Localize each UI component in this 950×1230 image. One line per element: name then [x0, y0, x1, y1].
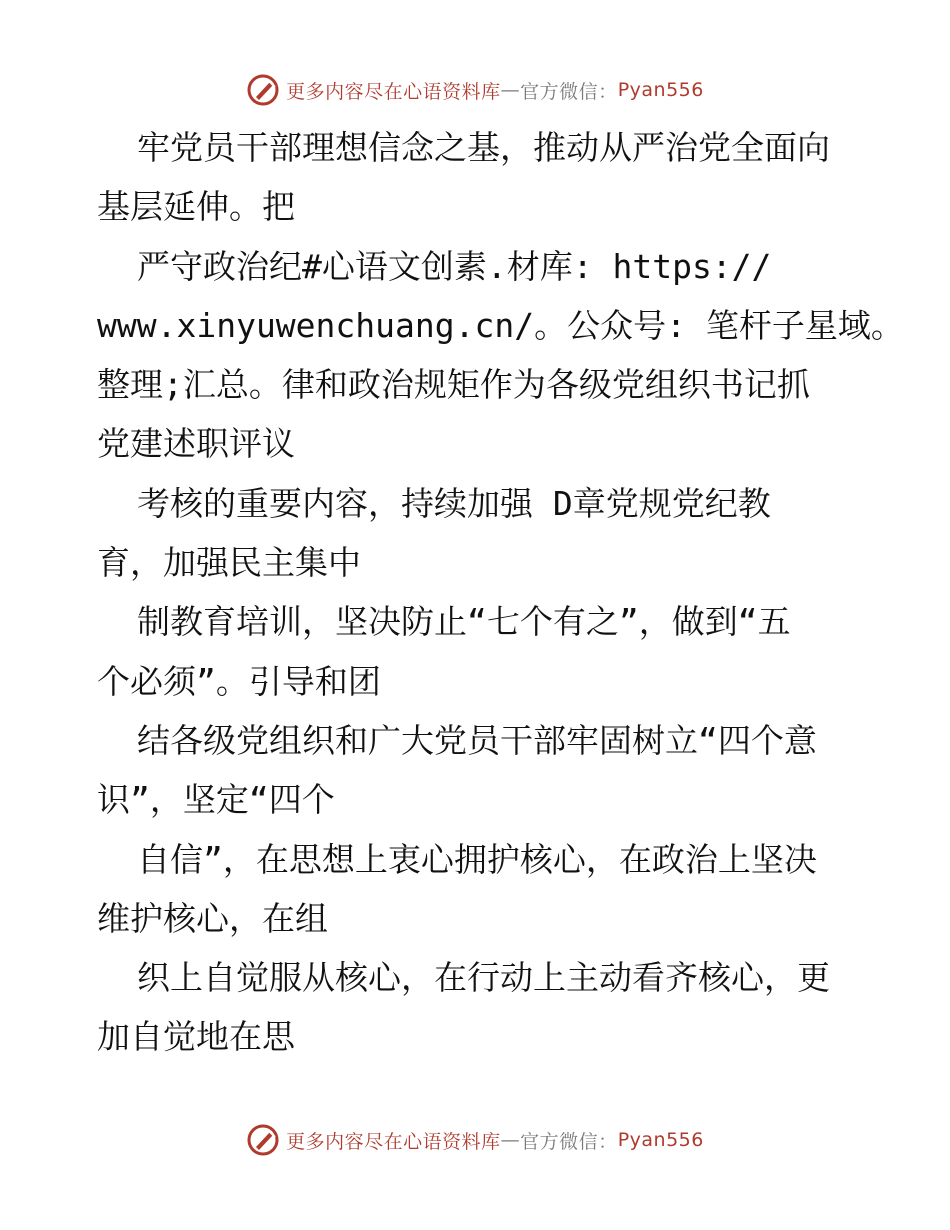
banner-wechat-label: 官方微信：: [520, 1130, 618, 1153]
text-line: 维护核心，在组: [97, 898, 328, 938]
text-line: 个必须”。引导和团: [97, 661, 381, 701]
text-line: 育，加强民主集中: [97, 543, 361, 583]
text-line: 织上自觉服从核心，在行动上主动看齐核心，更: [137, 958, 830, 998]
text-line: 识”，坚定“四个: [97, 780, 335, 820]
text-line: www.xinyuwenchuang.cn/。公众号: 笔杆子星域。: [97, 305, 904, 345]
text-line: 考核的重要内容，持续加强 D章党规党纪教: [137, 483, 771, 523]
text-line: 制教育培训，坚决防止“七个有之”，做到“五: [137, 602, 791, 642]
brand-logo-icon: [246, 1123, 280, 1157]
banner-wechat-label: 官方微信：: [520, 80, 618, 103]
brand-logo-icon: [246, 73, 280, 107]
text-line: 加自觉地在思: [97, 1017, 295, 1057]
header-watermark-banner: [0, 70, 950, 110]
banner-separator: —: [500, 1129, 521, 1151]
text-line: 严守政治纪#心语文创素.材库: https://: [137, 246, 772, 286]
text-line: 自信”，在思想上衷心拥护核心，在政治上坚决: [137, 839, 817, 879]
text-line: 结各级党组织和广大党员干部牢固树立“四个意: [137, 720, 817, 760]
banner-main-text: 更多内容尽在心语资料库: [286, 80, 501, 103]
text-line: 党建述职评议: [97, 424, 295, 464]
footer-watermark-banner: [0, 1120, 950, 1160]
banner-wechat-id: Pyan556: [617, 1129, 704, 1151]
text-line: 牢党员干部理想信念之基，推动从严治党全面向: [137, 128, 830, 167]
document-body: [97, 118, 904, 1067]
banner-separator: —: [500, 79, 521, 101]
text-line: 基层延伸。把: [97, 187, 295, 227]
text-line: 整理;汇总。律和政治规矩作为各级党组织书记抓: [97, 365, 810, 405]
banner-main-text: 更多内容尽在心语资料库: [286, 1130, 501, 1153]
banner-wechat-id: Pyan556: [617, 79, 704, 101]
